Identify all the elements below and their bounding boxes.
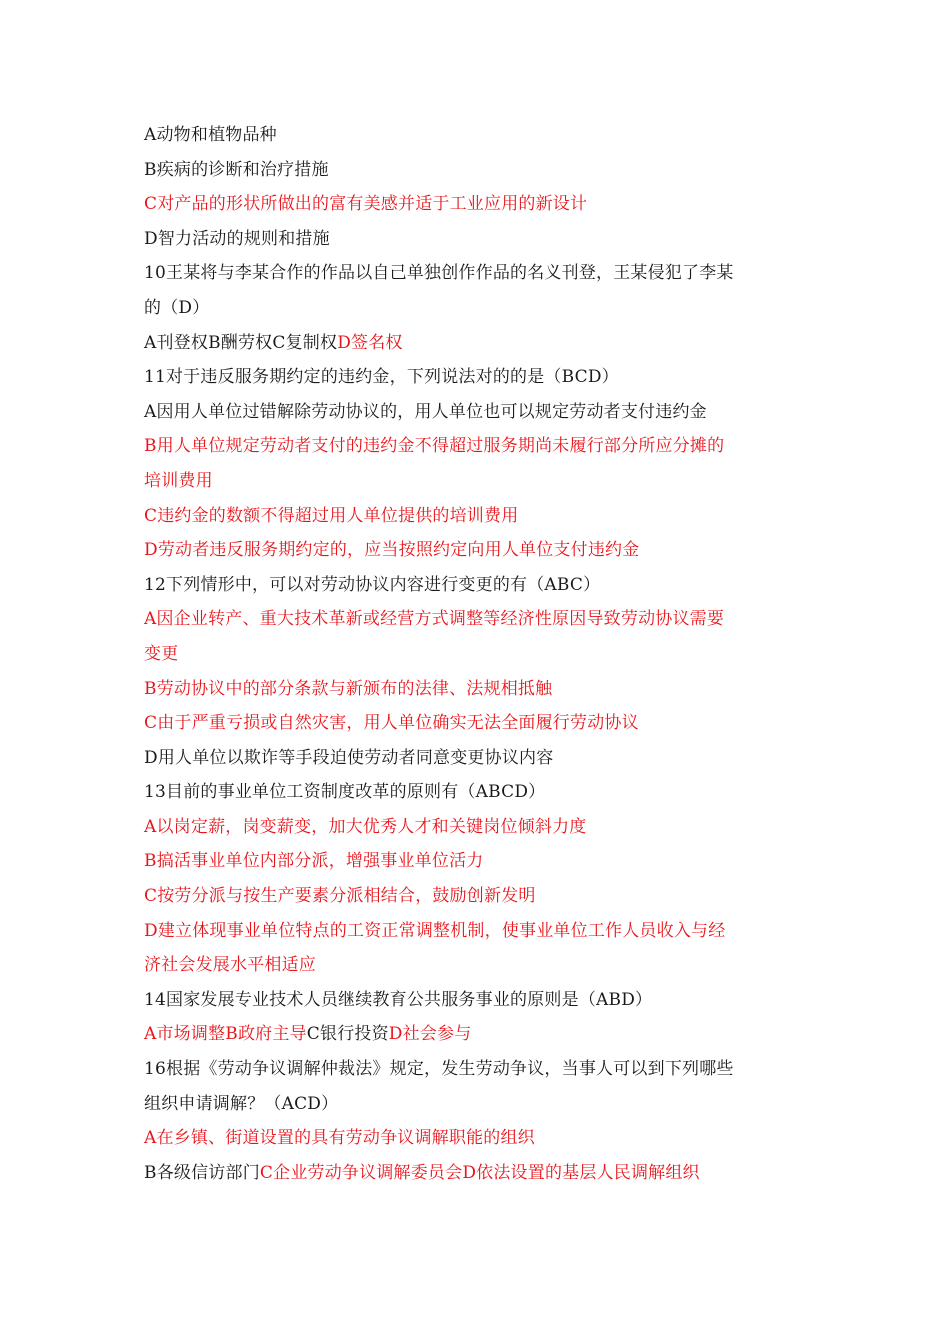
answer-text: A以岗定薪，岗变薪变，加大优秀人才和关键岗位倾斜力度 <box>144 816 587 837</box>
text-line <box>144 1017 824 1052</box>
answer-text: C企业劳动争议调解委员会D依法设置的基层人民调解组织 <box>259 1162 700 1183</box>
body-text: 的（D） <box>144 297 210 318</box>
body-text: 16根据《劳动争议调解仲裁法》规定，发生劳动争议，当事人可以到下列哪些 <box>144 1059 734 1080</box>
text-line <box>144 464 824 499</box>
text-line <box>144 568 824 603</box>
answer-text: A因企业转产、重大技术革新或经营方式调整等经济性原因导致劳动协议需要 <box>144 609 725 630</box>
text-line <box>144 360 824 395</box>
body-text: A因用人单位过错解除劳动协议的，用人单位也可以规定劳动者支付违约金 <box>144 401 707 422</box>
answer-text: 济社会发展水平相适应 <box>144 955 316 976</box>
body-text: 11对于违反服务期约定的违约金，下列说法对的的是（BCD） <box>144 367 619 388</box>
body-text: 14国家发展专业技术人员继续教育公共服务事业的原则是（ABD） <box>144 989 653 1010</box>
answer-text: C对产品的形状所做出的富有美感并适于工业应用的新设计 <box>144 194 588 215</box>
text-line <box>144 948 824 983</box>
text-line <box>144 879 824 914</box>
body-text: 12下列情形中，可以对劳动协议内容进行变更的有（ABC） <box>144 574 601 595</box>
text-line <box>144 672 824 707</box>
text-line <box>144 326 824 361</box>
answer-text: D签名权 <box>337 332 403 353</box>
text-line <box>144 187 824 222</box>
text-line <box>144 741 824 776</box>
text-line <box>144 775 824 810</box>
body-text: A动物和植物品种 <box>144 125 277 145</box>
answer-text: B搞活事业单位内部分派，增强事业单位活力 <box>144 851 484 872</box>
answer-text: D建立体现事业单位特点的工资正常调整机制，使事业单位工作人员收入与经 <box>144 920 726 941</box>
text-line <box>144 533 824 568</box>
body-text: 组织申请调解？（ACD） <box>144 1093 339 1114</box>
answer-text: A市场调整B政府主导 <box>144 1024 307 1045</box>
text-line <box>144 914 824 949</box>
answer-text: 变更 <box>144 643 179 664</box>
text-line <box>144 291 824 326</box>
answer-text: D社会参与 <box>388 1024 472 1045</box>
body-text: 13目前的事业单位工资制度改革的原则有（ABCD） <box>144 782 546 803</box>
text-line <box>144 429 824 464</box>
body-text: B各级信访部门 <box>144 1162 260 1183</box>
text-line <box>144 1156 824 1191</box>
answer-text: 培训费用 <box>144 470 213 491</box>
text-line <box>144 395 824 430</box>
body-text: 10王某将与李某合作的作品以自己单独创作作品的名义刊登，王某侵犯了李某 <box>144 263 734 284</box>
text-line <box>144 844 824 879</box>
text-line <box>144 153 824 188</box>
body-text: D智力活动的规则和措施 <box>144 228 330 249</box>
answer-text: C违约金的数额不得超过用人单位提供的培训费用 <box>144 505 519 526</box>
answer-text: A在乡镇、街道设置的具有劳动争议调解职能的组织 <box>144 1128 535 1149</box>
text-line <box>144 983 824 1018</box>
document-page <box>144 118 824 1190</box>
text-line <box>144 499 824 534</box>
answer-text: C由于严重亏损或自然灾害，用人单位确实无法全面履行劳动协议 <box>144 713 639 734</box>
text-line <box>144 637 824 672</box>
text-line <box>144 602 824 637</box>
answer-text: B劳动协议中的部分条款与新颁布的法律、法规相抵触 <box>144 678 553 699</box>
text-line <box>144 810 824 845</box>
text-line <box>144 706 824 741</box>
answer-text: D劳动者违反服务期约定的，应当按照约定向用人单位支付违约金 <box>144 540 640 561</box>
answer-text: C按劳分派与按生产要素分派相结合，鼓励创新发明 <box>144 886 536 907</box>
body-text: A刊登权B酬劳权C复制权 <box>144 332 338 353</box>
body-text: B疾病的诊断和治疗措施 <box>144 159 329 180</box>
text-line <box>144 1052 824 1087</box>
answer-text: B用人单位规定劳动者支付的违约金不得超过服务期尚未履行部分所应分摊的 <box>144 436 725 457</box>
text-line <box>144 1121 824 1156</box>
body-text: D用人单位以欺诈等手段迫使劳动者同意变更协议内容 <box>144 747 554 768</box>
text-line <box>144 256 824 291</box>
text-line <box>144 222 824 257</box>
body-text: C银行投资 <box>306 1024 389 1045</box>
text-line <box>144 1087 824 1122</box>
text-line <box>144 118 824 153</box>
